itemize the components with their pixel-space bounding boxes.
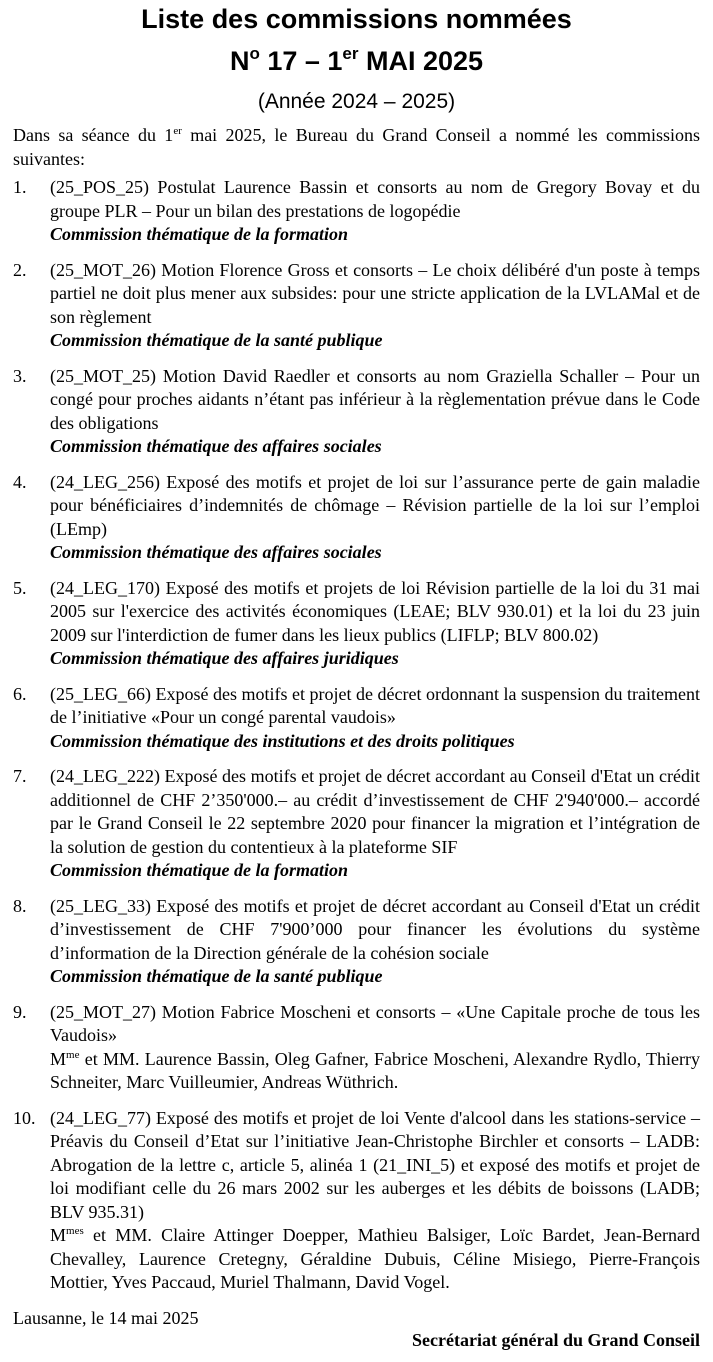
item-description: (24_LEG_222) Exposé des motifs et projet de décret accordant au Conseil d'Etat un crédit additionnel de CHF 2’350'000.– au crédit d’investissement de CHF 2'940'000.– accordé par le Grand Conseil le 22 septembre 2020 pour financer la migration et l’intégration de la solution de gestion du contentieux à la plateforme SIF [50,766,700,857]
list-item [13,259,700,353]
item-commission: Commission thématique des affaires sociales [50,542,382,562]
item-number: 8. [13,895,27,916]
list-item [13,683,700,754]
item-description: (25_POS_25) Postulat Laurence Bassin et consorts au nom de Gregory Bovay et du groupe PLR – Pour un bilan des prestations de logopédie [50,177,700,221]
intro-part2: mai 2025, le Bureau du Grand Conseil a nommé les commissions suivantes: [13,125,700,169]
item-description: (24_LEG_77) Exposé des motifs et projet de loi Vente d'alcool dans les stations-service – Préavis du Conseil d’Etat sur l’initiative Jean-Christophe Birchler et consorts – LADB: Abrogation de la lettre c, article 5, alinéa 1 (21_INI_5) et exposé des motifs et projet de loi modifiant celle du 26 mars 2002 sur les auberges et les débits de boissons (LADB; BLV 935.31) [50,1107,700,1222]
item-commission: Commission thématique de la santé publique [50,966,383,986]
item-description: (25_LEG_66) Exposé des motifs et projet de décret ordonnant la suspension du traitement de l’initiative «Pour un congé parental vaudois» [50,683,700,727]
list-item [13,176,700,247]
item-number: 3. [13,365,27,386]
item-commission: Commission thématique des institutions et des droits politiques [50,730,515,751]
issue-number-mid: 17 – 1 [259,46,343,76]
item-description: (25_MOT_26) Motion Florence Gross et consorts – Le choix délibéré d'un poste à temps partiel ne doit plus mener aux subsides: pour une stricte application de la LVLAMal et de son règlement [50,259,700,327]
document-title: Liste des commissions nommées [141,4,572,34]
item-description: (24_LEG_170) Exposé des motifs et projets de loi Révision partielle de la loi du 31 mai 2005 sur l'exercice des activités économiques (LEAE; BLV 930.01) et la loi du 23 juin 2009 sur l'interdiction de fumer dans les lieux publics (LIFLP; BLV 800.02) [50,577,700,645]
intro-sup: er [173,125,182,137]
issue-number-prefix: N [229,46,250,76]
year-subtitle: (Année 2024 – 2025) [257,90,456,113]
members-sup: mes [66,1225,84,1237]
item-number: 5. [13,577,27,598]
item-number: 2. [13,259,27,280]
list-item [13,895,700,989]
commission-list [13,176,700,1295]
members-prefix: M [50,1225,67,1245]
members-text: et MM. Laurence Bassin, Oleg Gafner, Fabrice Moscheni, Alexandre Rydlo, Thierry Schneiter, Marc Vuilleumier, Andreas Wüthrich. [50,1048,700,1092]
item-commission: Commission thématique de la formation [50,860,349,880]
item-number: 4. [13,471,27,492]
issue-number-suffix: MAI 2025 [358,46,484,76]
item-commission: Commission thématique de la santé publique [50,330,383,350]
members-prefix: M [50,1048,67,1069]
document-body [13,124,700,1330]
item-number: 10. [13,1107,36,1128]
item-members [50,1224,700,1295]
item-members [50,1048,700,1095]
members-sup: me [66,1048,80,1061]
item-number: 9. [13,1001,27,1022]
signature: Secrétariat général du Grand Conseil [412,1330,700,1350]
item-description: (24_LEG_256) Exposé des motifs et projet de loi sur l’assurance perte de gain maladie pour bénéficiaires d’indemnités de chômage – Révision partielle de la loi sur l’emploi (LEmp) [50,471,700,539]
list-item [13,1107,700,1295]
item-number: 1. [13,177,27,197]
item-description: (25_MOT_25) Motion David Raedler et consorts au nom Graziella Schaller – Pour un congé pour proches aidants n’étant pas inférieur à la règlementation prévue dans le Code des obligations [50,365,700,433]
item-description: (25_LEG_33) Exposé des motifs et projet de décret accordant au Conseil d'Etat un crédit d’investissement de CHF 7'900’000 pour financer les évolutions du système d’information de la Direction générale de la cohésion sociale [50,895,700,963]
issue-number-sup: er [342,44,359,63]
issue-number [0,42,713,80]
item-number: 6. [13,683,27,704]
list-item [13,577,700,671]
intro-part1: Dans sa séance du 1 [13,125,174,145]
closing-line: Lausanne, le 14 mai 2025 [13,1307,199,1328]
item-description: (25_MOT_27) Motion Fabrice Moscheni et consorts – «Une Capitale proche de tous les Vaudois» [50,1001,700,1045]
item-commission: Commission thématique des affaires juridiques [50,648,399,668]
item-number: 7. [13,766,27,786]
list-item [13,765,700,883]
item-commission: Commission thématique des affaires sociales [50,436,382,456]
item-commission: Commission thématique de la formation [50,224,349,244]
members-text: et MM. Claire Attinger Doepper, Mathieu Balsiger, Loïc Bardet, Jean-Bernard Chevalley, Laurence Cretegny, Géraldine Dubuis, Céline Misiego, Pierre-François Mottier, Yves Paccaud, Muriel Thalmann, David Vogel. [50,1225,700,1292]
list-item [13,365,700,459]
list-item [13,471,700,565]
issue-number-o: o [249,44,260,63]
intro-paragraph [13,124,700,171]
list-item [13,1001,700,1095]
